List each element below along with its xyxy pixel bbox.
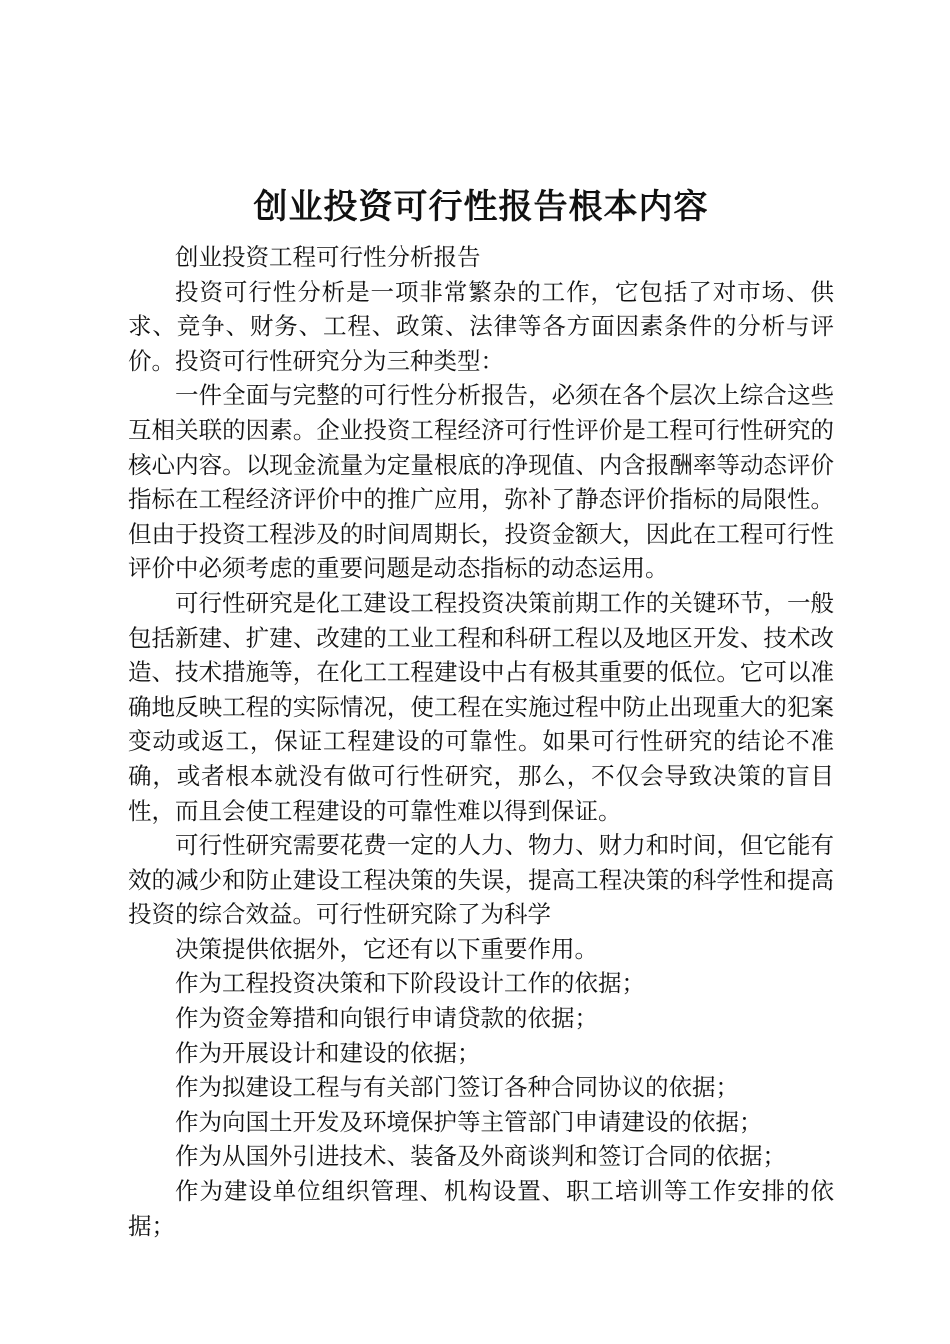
paragraph-subtitle: 创业投资工程可行性分析报告	[175, 243, 481, 271]
document-title: 创业投资可行性报告根本内容	[253, 187, 709, 227]
list-item: 作为建设单位组织管理、机构设置、职工培训等工作安排的依据；	[128, 1177, 834, 1240]
paragraph-evaluation: 一件全面与完整的可行性分析报告，必须在各个层次上综合这些互相关联的因素。企业投资工程经济可行性评价是工程可行性研究的核心内容。以现金流量为定量根底的净现值、内含报酬率等动态评价指标在工程经济评价中的推广应用，弥补了静态评价指标的局限性。但由于投资工程涉及的时间周期长，投资金额大，因此在工程可行性评价中必须考虑的重要问题是动态指标的动态运用。	[128, 381, 834, 583]
list-item: 作为开展设计和建设的依据；	[175, 1038, 481, 1067]
list-item: 作为资金筹措和向银行申请贷款的依据；	[175, 1004, 598, 1033]
paragraph-cost-benefit: 可行性研究需要花费一定的人力、物力、财力和时间，但它能有效的减少和防止建设工程决策的失误，提高工程决策的科学性和提高投资的综合效益。可行性研究除了为科学	[128, 831, 834, 929]
paragraph-functions-intro: 决策提供依据外，它还有以下重要作用。	[175, 934, 598, 963]
paragraph-key-stage: 可行性研究是化工建设工程投资决策前期工作的关键环节，一般包括新建、扩建、改建的工业工程和科研工程以及地区开发、技术改造、技术措施等，在化工工程建设中占有极其重要的低位。它可以准确地反映工程的实际情况，使工程在实施过程中防止出现重大的犯案变动或返工，保证工程建设的可靠性。如果可行性研究的结论不准确，或者根本就没有做可行性研究，那么，不仅会导致决策的盲目性，而且会使工程建设的可靠性难以得到保证。	[128, 588, 834, 825]
list-item: 作为向国土开发及环境保护等主管部门申请建设的依据；	[175, 1107, 763, 1136]
list-item: 作为拟建设工程与有关部门签订各种合同协议的依据；	[175, 1073, 739, 1102]
list-item: 作为工程投资决策和下阶段设计工作的依据；	[175, 969, 645, 998]
document-body	[128, 184, 834, 1243]
list-item: 作为从国外引进技术、装备及外商谈判和签订合同的依据；	[175, 1142, 786, 1171]
paragraph-intro: 投资可行性分析是一项非常繁杂的工作，它包括了对市场、供求、竞争、财务、工程、政策、法律等各方面因素条件的分析与评价。投资可行性研究分为三种类型：	[128, 277, 834, 375]
